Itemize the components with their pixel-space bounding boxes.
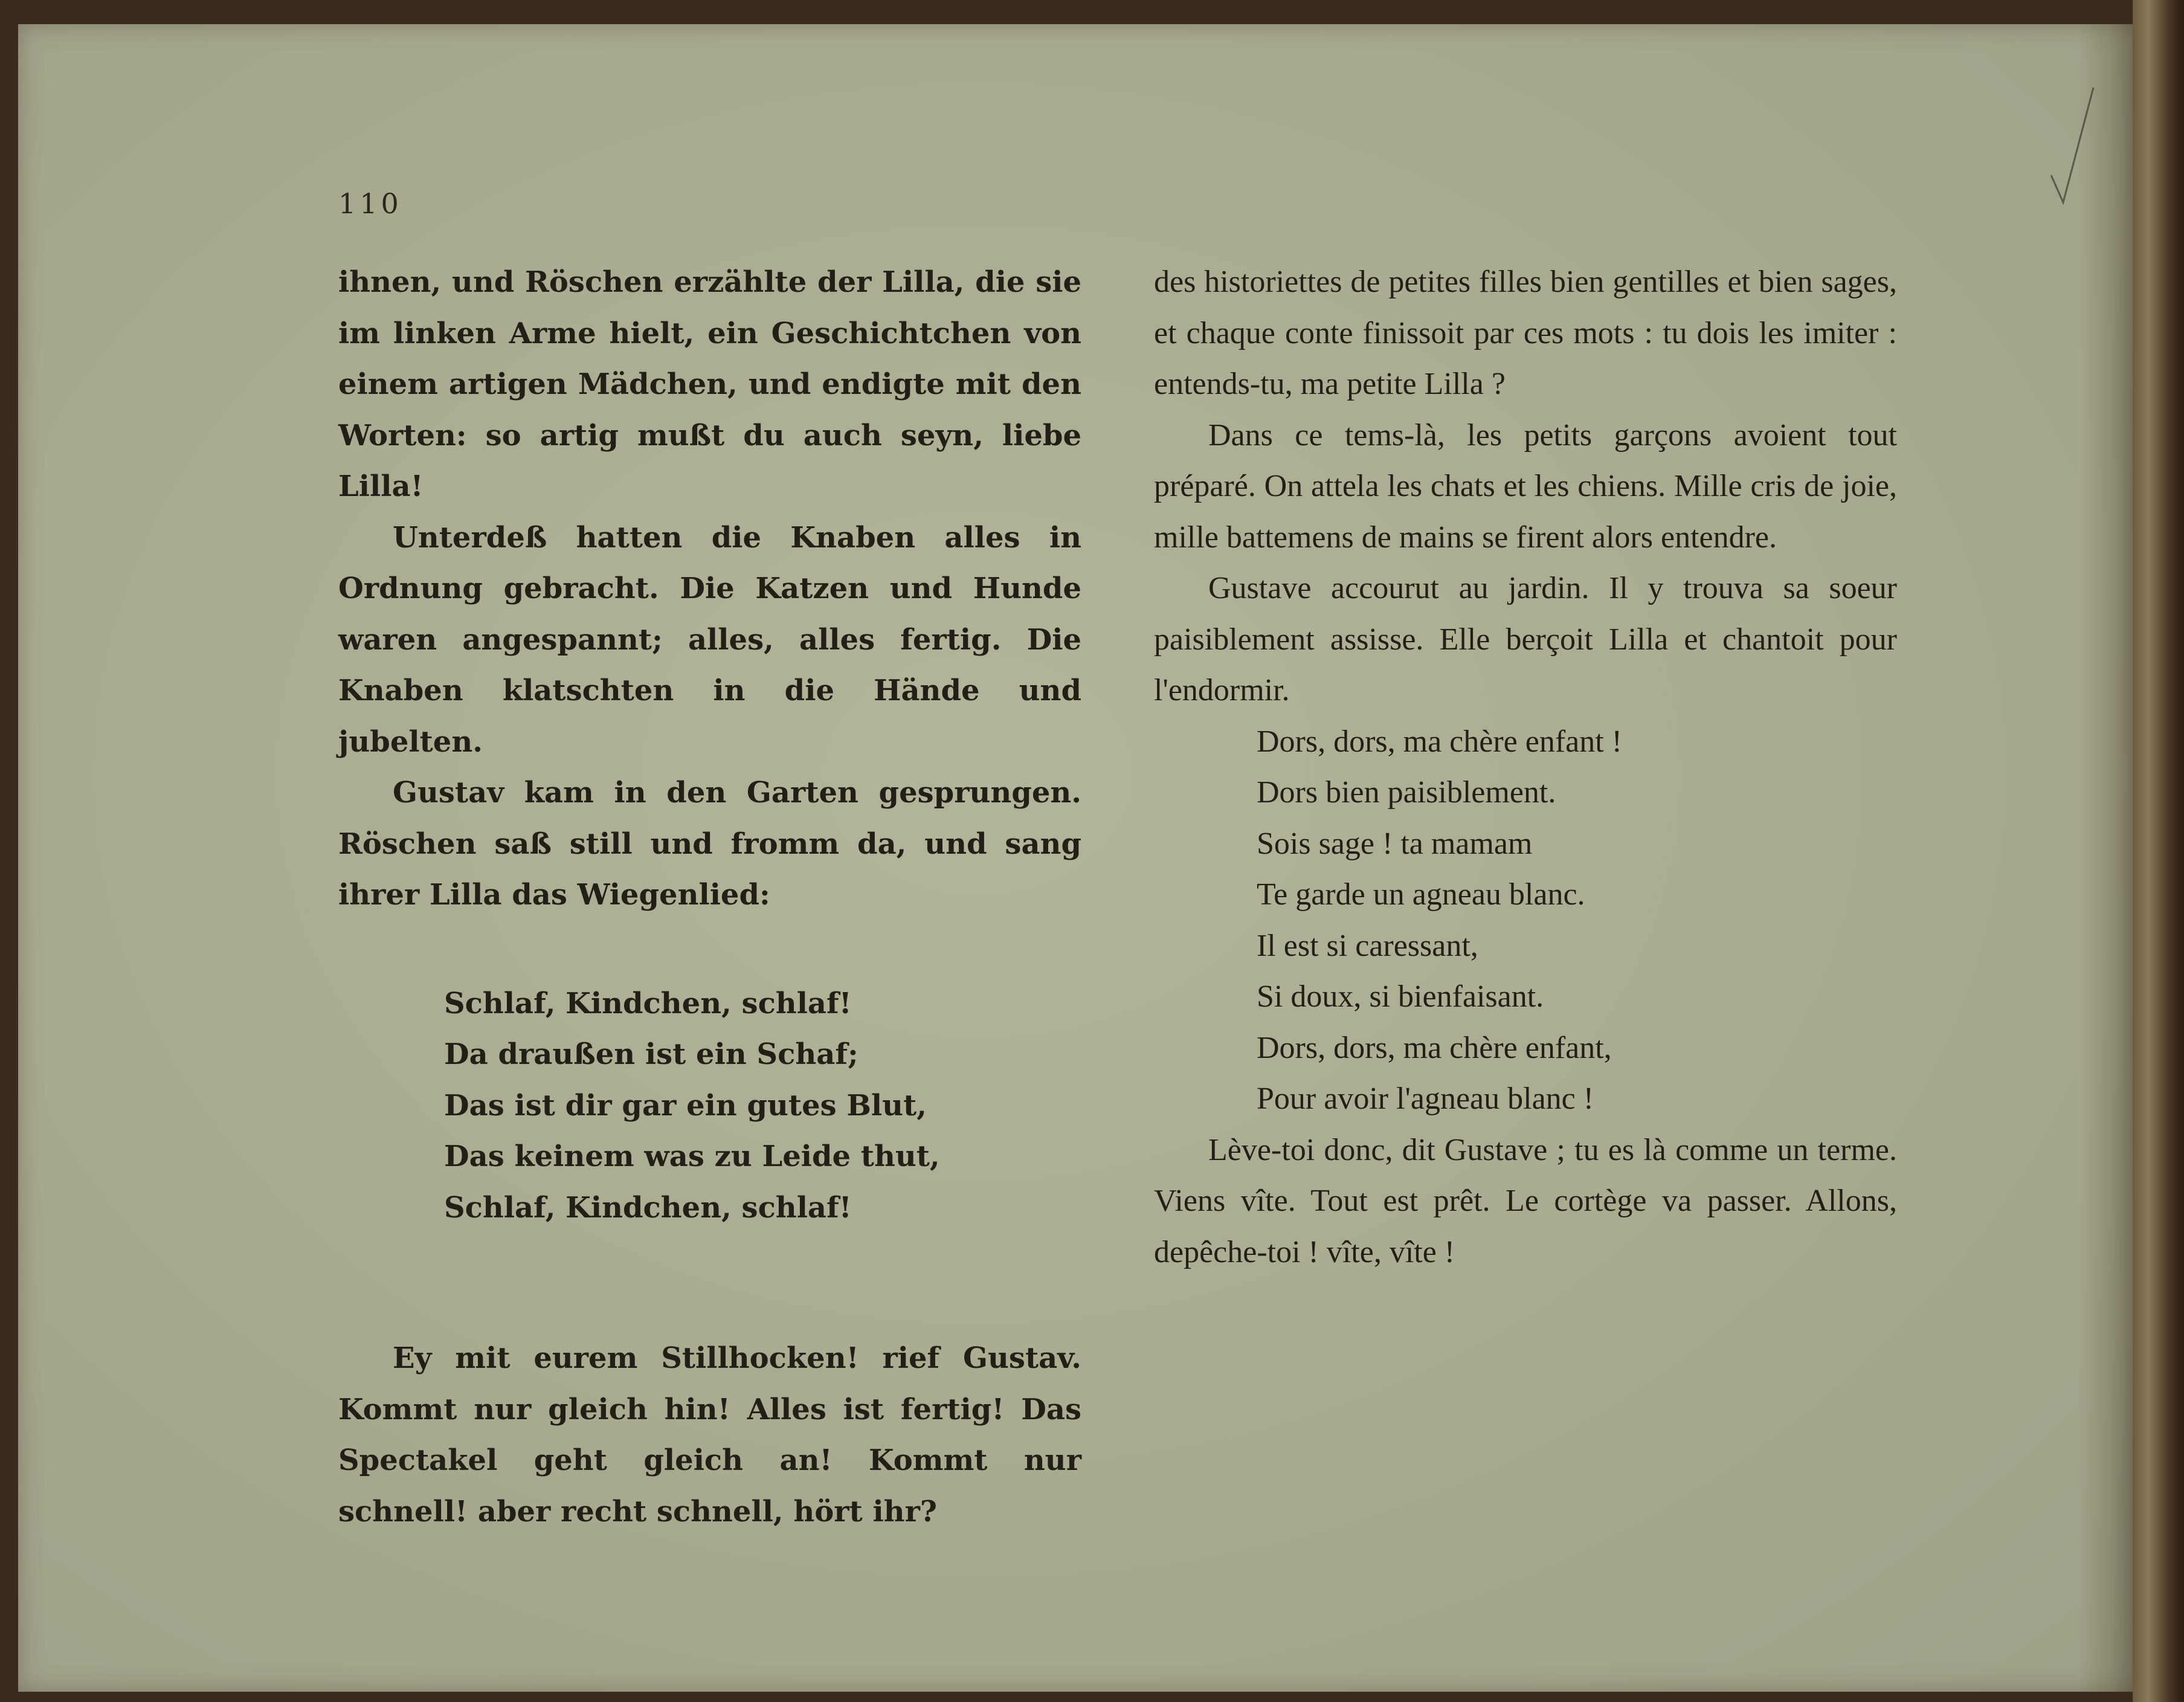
german-paragraph-4: Ey mit eurem Stillhocken! rief Gustav. Kommt nur gleich hin! Alles ist fertig! Das Spectakel geht gleich an! Kommt nur schnell! aber recht schnell, hört ihr? — [338, 1341, 1081, 1529]
french-verse-line: Dors bien paisiblement. — [1257, 775, 1556, 810]
book-binding-edge — [2133, 0, 2184, 1702]
german-verse-line: Schlaf, Kindchen, schlaf! — [444, 986, 852, 1020]
french-lullaby-verse — [1154, 717, 1897, 1125]
french-verse-line: Te garde un agneau blanc. — [1257, 877, 1585, 912]
page-gutter-shadow — [2078, 24, 2133, 1692]
french-verse-line: Sois sage ! ta mamam — [1257, 826, 1533, 861]
french-paragraph-2: Dans ce tems-là, les petits garçons avoient tout préparé. On attela les chats et les chiens. Mille cris de joie, mille battemens de mains se firent alors entendre. — [1154, 417, 1897, 555]
french-verse-line: Pour avoir l'agneau blanc ! — [1257, 1081, 1594, 1116]
french-paragraph-4: Lève-toi donc, dit Gustave ; tu es là comme un terme. Viens vîte. Tout est prêt. Le cortège va passer. Allons, depêche-toi ! vîte, vîte ! — [1154, 1132, 1897, 1269]
french-verse-line: Il est si caressant, — [1257, 928, 1478, 963]
german-paragraph-2: Unterdeß hatten die Knaben alles in Ordnung gebracht. Die Katzen und Hunde waren angespannt; alles, alles fertig. Die Knaben klatschten in die Hände und jubelten. — [338, 520, 1081, 759]
page-number: 110 — [338, 187, 402, 220]
german-column — [338, 257, 1081, 1537]
french-column — [1154, 257, 1897, 1278]
german-verse-line: Das ist dir gar ein gutes Blut, — [444, 1088, 927, 1123]
german-paragraph-1: ihnen, und Röschen erzählte der Lilla, die sie im linken Arme hielt, ein Geschichtchen von einem artigen Mädchen, und endigte mit den Worten: so artig mußt du auch seyn, liebe Lilla! — [338, 265, 1081, 503]
book-page — [18, 24, 2151, 1692]
german-verse-line: Das keinem was zu Leide thut, — [444, 1140, 940, 1173]
french-paragraph-3: Gustave accourut au jardin. Il y trouva sa soeur paisiblement assisse. Elle berçoit Lilla et chantoit pour l'endormir. — [1154, 571, 1897, 708]
french-verse-line: Dors, dors, ma chère enfant, — [1257, 1030, 1612, 1065]
german-lullaby-verse — [338, 978, 1081, 1234]
german-paragraph-3: Gustav kam in den Garten gesprungen. Röschen saß still und fromm da, und sang ihrer Lilla das Wiegenlied: — [338, 776, 1081, 912]
german-verse-line: Da draußen ist ein Schaf; — [444, 1037, 858, 1071]
french-verse-line: Si doux, si bienfaisant. — [1257, 979, 1544, 1014]
german-verse-line: Schlaf, Kindchen, schlaf! — [444, 1190, 852, 1225]
french-paragraph-1: des historiettes de petites filles bien gentilles et bien sages, et chaque conte finissoit par ces mots : tu dois les imiter : entends-tu, ma petite Lilla ? — [1154, 265, 1897, 401]
french-verse-line: Dors, dors, ma chère enfant ! — [1257, 724, 1622, 759]
